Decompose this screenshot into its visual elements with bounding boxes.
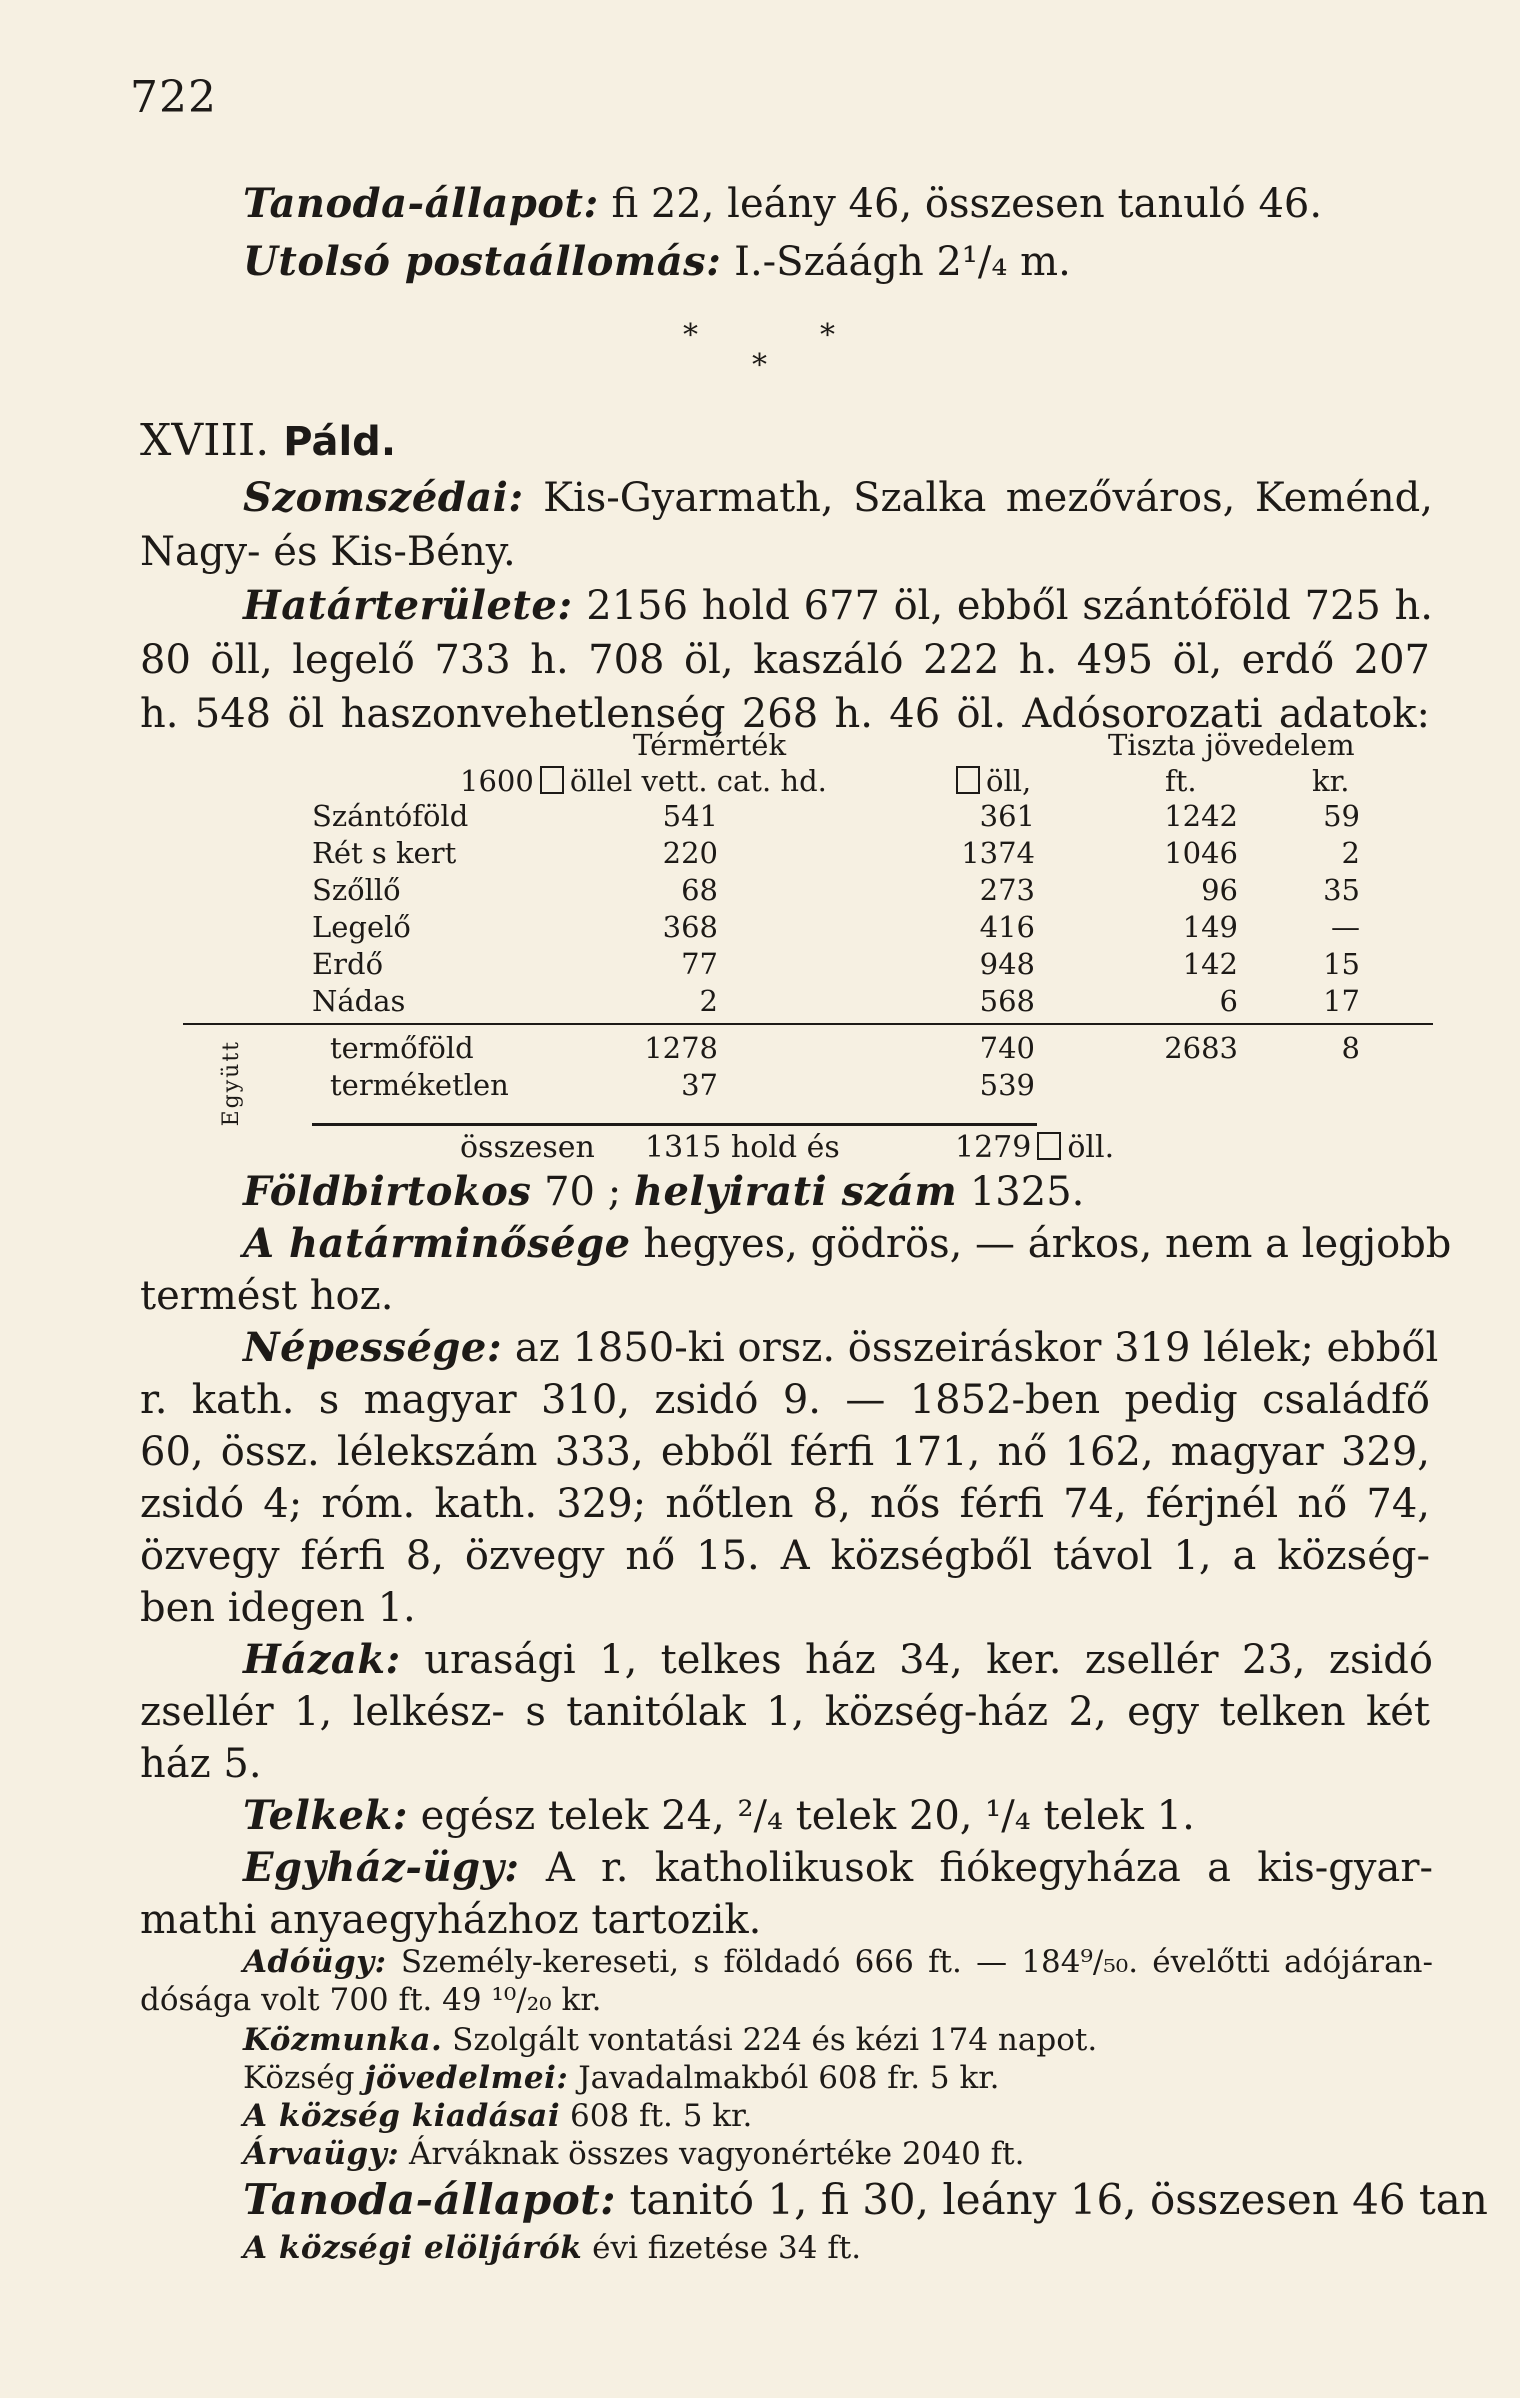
text: 1600 (460, 764, 534, 798)
side-label: Együtt (219, 1040, 244, 1127)
column-subheader: kr. (1312, 764, 1350, 798)
text: Személy-kereseti, s földadó 666 ft. — 184⁹/₅₀. évelőtti adójáran- (386, 1944, 1433, 1980)
owner-line (243, 1166, 1433, 1218)
star: * (683, 318, 698, 353)
square-fathom-icon (956, 766, 980, 794)
label: Határterülete: (243, 582, 573, 629)
neighbors-line (243, 472, 1433, 524)
label: Árvaügy: (243, 2136, 400, 2172)
income-note (243, 2060, 1433, 2097)
soil-line (243, 1218, 1452, 1270)
paragraph-line: mathi anyaegyházhoz tartozik. (140, 1897, 762, 1943)
square-fathom-icon (540, 766, 564, 794)
label: A község kiadásai (243, 2098, 561, 2134)
table-cell-name: Nádas (312, 984, 406, 1018)
table-cell-hold: 1278 (644, 1031, 718, 1065)
table-cell-name: Szőllő (312, 873, 401, 907)
table-cell-oll: 948 (979, 947, 1035, 981)
label: Házak: (243, 1636, 401, 1683)
paragraph-line: Nagy- és Kis-Bény. (140, 529, 516, 575)
paragraph-line: termést hoz. (140, 1273, 394, 1319)
text: Község (243, 2060, 365, 2096)
text: öll, (986, 764, 1032, 798)
text: Kis-Gyarmath, Szalka mezőváros, Keménd, (523, 475, 1433, 521)
table-cell-kr: 17 (1323, 984, 1360, 1018)
paragraph-line: 80 öll, legelő 733 h. 708 öl, kaszáló 222 h. 495 öl, erdő 207 (140, 637, 1430, 683)
table-cell-ft: 6 (1219, 984, 1238, 1018)
text: öllel vett. cat. hd. (569, 764, 827, 798)
label: Egyház-ügy: (243, 1844, 520, 1891)
paragraph-line: 60, össz. lélekszám 333, ebből férfi 171, nő 162, magyar 329, (140, 1429, 1430, 1475)
total-oll (955, 1130, 1114, 1166)
label: A határminősége (243, 1220, 631, 1267)
page-number: 722 (130, 72, 217, 123)
text: Javadalmakból 608 fr. 5 kr. (568, 2060, 1000, 2096)
table-cell-kr: 59 (1323, 799, 1360, 833)
text: évi fizetése 34 ft. (582, 2230, 862, 2266)
table-rule (312, 1123, 1037, 1126)
salary-note (243, 2230, 1433, 2267)
note-line: dósága volt 700 ft. 49 ¹⁰/₂₀ kr. (140, 1982, 602, 2018)
orphan-note (243, 2136, 1433, 2173)
table-cell-kr: 8 (1341, 1031, 1360, 1065)
label: helyirati szám (633, 1168, 958, 1215)
table-cell-ft: 2683 (1164, 1031, 1238, 1065)
paragraph-line: ház 5. (140, 1741, 262, 1787)
table-cell-kr: 15 (1323, 947, 1360, 981)
paragraph-line: zsellér 1, lelkész- s tanitólak 1, község-ház 2, egy telken két (140, 1689, 1430, 1735)
paragraph-line: h. 548 öl haszonvehetlenség 268 h. 46 öl. Adósorozati adatok: (140, 691, 1430, 737)
table-cell-ft: 142 (1182, 947, 1238, 981)
table-cell-name: Rét s kert (312, 836, 457, 870)
text: 1279 (955, 1130, 1032, 1165)
square-fathom-icon (1037, 1132, 1061, 1160)
column-header: Tiszta jövedelem (1108, 728, 1355, 762)
text: I.-Száágh 2¹/₄ m. (721, 239, 1071, 285)
text: 608 ft. 5 kr. (560, 2098, 753, 2134)
text: hegyes, gödrös, — árkos, nem a legjobb (630, 1221, 1452, 1267)
school-status-line (243, 178, 1433, 230)
text: tanitó 1, fi 30, leány 16, összesen 46 tan (616, 2175, 1488, 2224)
public-work-note (243, 2022, 1433, 2059)
column-header: Térmérték (633, 728, 787, 762)
church-line (243, 1842, 1433, 1894)
paragraph-line: ben idegen 1. (140, 1585, 416, 1631)
area-line (243, 580, 1433, 632)
star: * (820, 318, 835, 353)
paragraph-line: özvegy férfi 8, özvegy nő 15. A községből távol 1, a község- (140, 1533, 1430, 1579)
table-cell-ft: 96 (1201, 873, 1238, 907)
label: Szomszédai: (243, 474, 524, 521)
label: Utolsó postaállomás: (243, 238, 722, 285)
table-cell-oll: 539 (979, 1068, 1035, 1102)
table-cell-hold: 2 (699, 984, 718, 1018)
table-cell-hold: 220 (662, 836, 718, 870)
text: 1325. (957, 1169, 1085, 1215)
label: Földbirtokos (243, 1168, 532, 1215)
text: egész telek 24, ²/₄ telek 20, ¹/₄ telek 1. (407, 1793, 1195, 1839)
paragraph-line: zsidó 4; róm. kath. 329; nőtlen 8, nős férfi 74, férjnél nő 74, (140, 1481, 1430, 1527)
table-cell-hold: 541 (662, 799, 718, 833)
table-cell-kr: 35 (1323, 873, 1360, 907)
text: A r. katholikusok fiókegyháza a kis-gyar- (519, 1845, 1433, 1891)
total-label: összesen (460, 1130, 595, 1165)
village-name: Páld. (283, 419, 397, 465)
table-cell-name: termőföld (330, 1031, 474, 1065)
table-cell-hold: 368 (662, 910, 718, 944)
text: 70 ; (531, 1169, 634, 1215)
label: jövedelmei: (364, 2060, 569, 2096)
tax-note (243, 1944, 1433, 1981)
population-line (243, 1322, 1439, 1374)
label: Tanoda-állapot: (243, 2175, 617, 2224)
section-separator (0, 318, 1520, 383)
expense-note (243, 2098, 1433, 2135)
table-cell-oll: 361 (979, 799, 1035, 833)
table-cell-oll: 273 (979, 873, 1035, 907)
label: Közmunka. (243, 2022, 443, 2058)
text: Árváknak összes vagyonértéke 2040 ft. (399, 2136, 1025, 2172)
table-cell-name: Szántóföld (312, 799, 469, 833)
column-subheader (950, 763, 1031, 799)
school-status-line-2 (243, 2174, 1488, 2226)
total-hold: 1315 hold és (645, 1130, 840, 1165)
text: Szolgált vontatási 224 és kézi 174 napot. (442, 2022, 1098, 2058)
table-cell-oll: 416 (979, 910, 1035, 944)
table-cell-oll: 568 (979, 984, 1035, 1018)
table-cell-name: Legelő (312, 910, 411, 944)
table-cell-ft: 1046 (1164, 836, 1238, 870)
table-cell-ft: 1242 (1164, 799, 1238, 833)
table-cell-hold: 68 (681, 873, 718, 907)
plots-line (243, 1790, 1433, 1842)
table-rule (183, 1023, 1433, 1025)
text: fi 22, leány 46, összesen tanuló 46. (598, 181, 1323, 227)
text: öll. (1067, 1130, 1115, 1165)
text: az 1850-ki orsz. összeiráskor 319 lélek; ebből (502, 1325, 1439, 1371)
section-heading (140, 415, 396, 466)
table-cell-oll: 740 (979, 1031, 1035, 1065)
label: Népessége: (243, 1324, 503, 1371)
label: Telkek: (243, 1792, 408, 1839)
table-cell-kr: 2 (1341, 836, 1360, 870)
label: A községi elöljárók (243, 2230, 583, 2266)
table-cell-oll: 1374 (961, 836, 1035, 870)
post-office-line (243, 236, 1433, 288)
table-cell-kr: — (1331, 910, 1360, 944)
star: * (752, 348, 767, 383)
label: Adóügy: (243, 1944, 387, 1980)
table-cell-name: Erdő (312, 947, 384, 981)
text: 2156 hold 677 öl, ebből szántóföld 725 h. (572, 583, 1433, 629)
paragraph-line: r. kath. s magyar 310, zsidó 9. — 1852-ben pedig családfő (140, 1377, 1430, 1423)
section-number: XVIII. (140, 415, 270, 466)
column-subheader (460, 763, 827, 799)
text: urasági 1, telkes ház 34, ker. zsellér 23, zsidó (400, 1637, 1433, 1683)
houses-line (243, 1634, 1433, 1686)
column-subheader: ft. (1165, 764, 1197, 798)
table-cell-hold: 37 (681, 1068, 718, 1102)
table-cell-hold: 77 (681, 947, 718, 981)
table-cell-ft: 149 (1182, 910, 1238, 944)
table-cell-name: terméketlen (330, 1068, 509, 1102)
label: Tanoda-állapot: (243, 180, 599, 227)
